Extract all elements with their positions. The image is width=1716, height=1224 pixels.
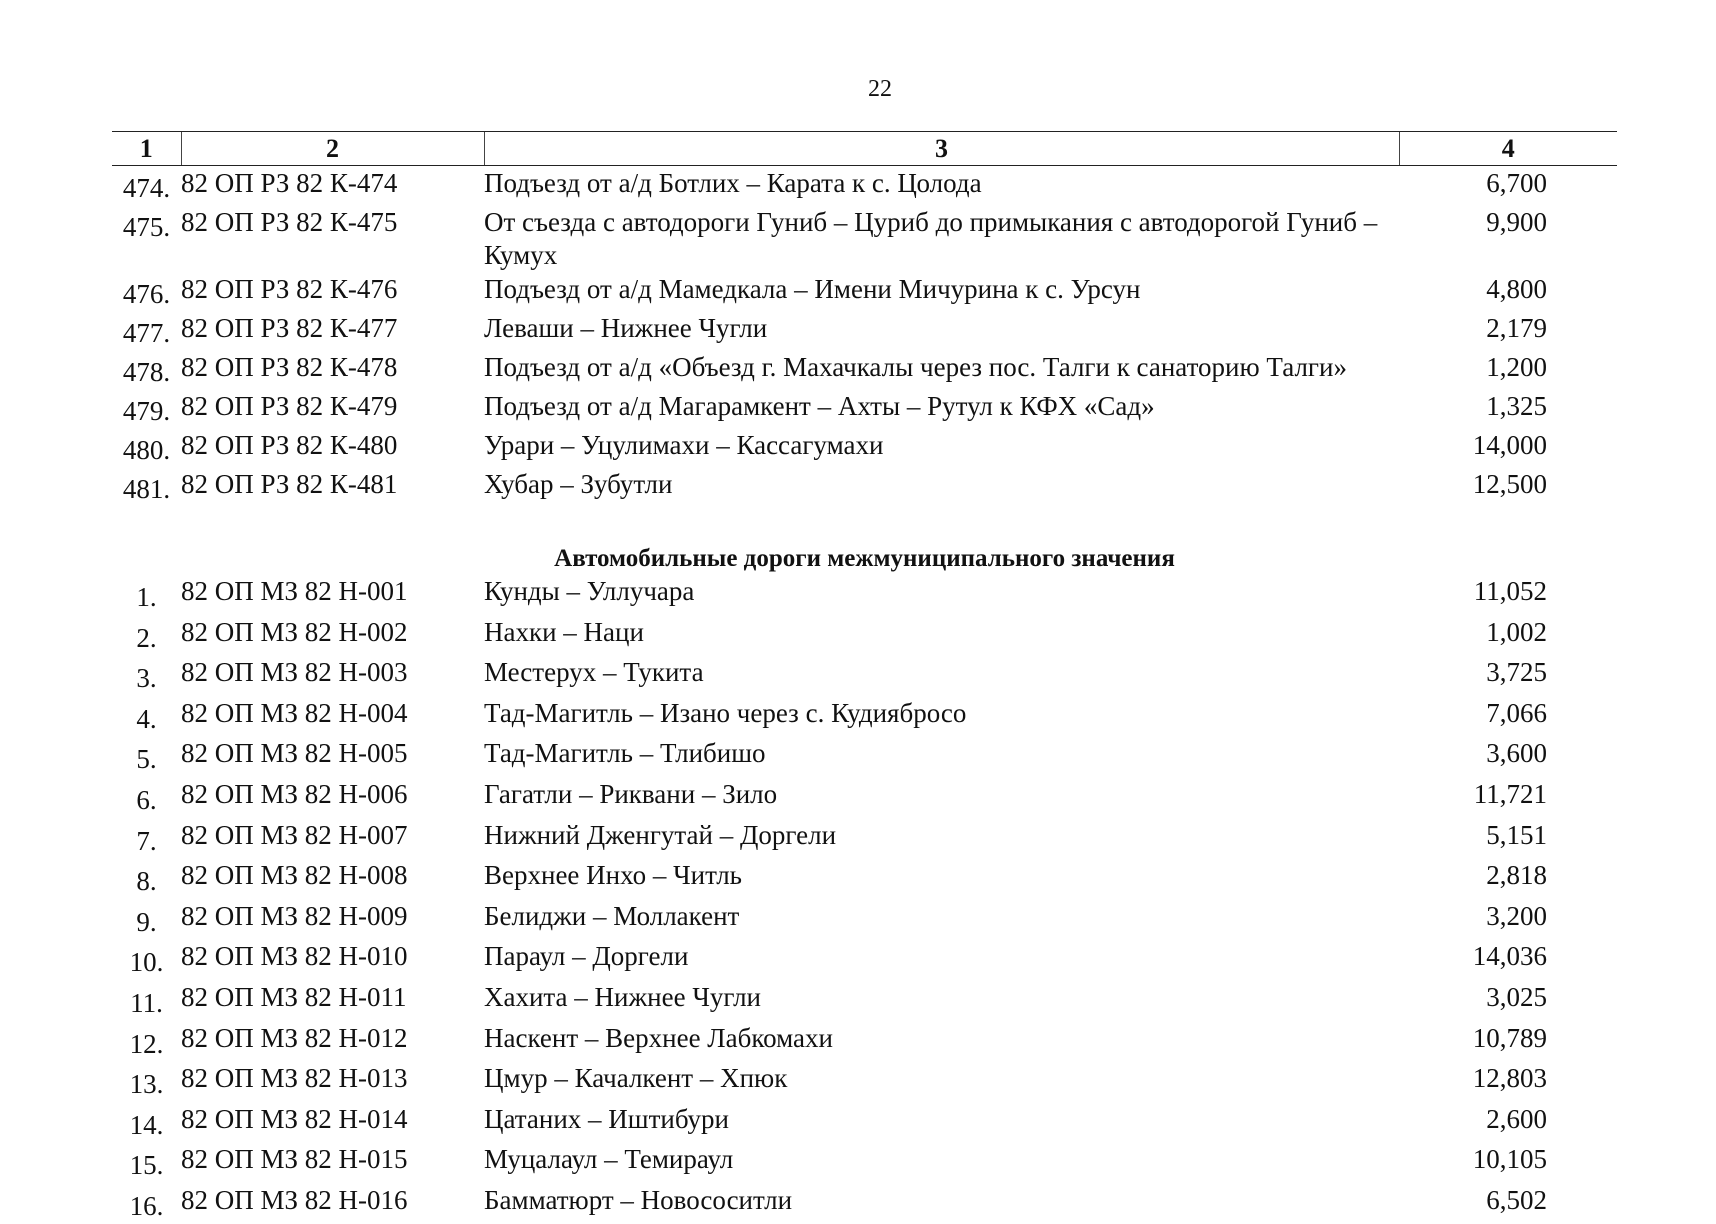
road-code: 82 ОП МЗ 82 Н-009: [181, 900, 408, 931]
row-number: 8.: [136, 866, 157, 897]
column-header-2: 2: [181, 132, 484, 166]
row-number: 12.: [129, 1028, 164, 1059]
road-length: 12,803: [1472, 1063, 1547, 1094]
row-number: 5.: [136, 744, 157, 775]
road-code: 82 ОП РЗ 82 К-478: [181, 352, 398, 382]
road-code: 82 ОП МЗ 82 Н-001: [181, 576, 408, 606]
road-length: 2,818: [1486, 860, 1547, 891]
road-name: Кунды – Уллучара: [484, 576, 695, 606]
column-header-1: 1: [112, 132, 181, 166]
table-row: [112, 980, 1617, 1021]
row-number: 478.: [122, 357, 171, 387]
road-name: Цатаних – Иштибури: [484, 1103, 729, 1134]
row-number: 10.: [129, 947, 164, 978]
road-code: 82 ОП МЗ 82 Н-014: [181, 1103, 408, 1134]
road-name: Подъезд от а/д Ботлих – Карата к с. Цолода: [484, 168, 982, 198]
road-code: 82 ОП РЗ 82 К-477: [181, 313, 398, 343]
row-number: 4.: [136, 703, 157, 734]
road-name: Бамматюрт – Новососитли: [484, 1184, 793, 1215]
road-code: 82 ОП РЗ 82 К-474: [181, 168, 398, 198]
table-row: [112, 1142, 1617, 1183]
table-row: [112, 272, 1617, 311]
road-name: Нижний Дженгутай – Доргели: [484, 819, 837, 850]
table-row: [112, 350, 1617, 389]
column-header-4: 4: [1399, 132, 1617, 166]
road-code: 82 ОП МЗ 82 Н-008: [181, 860, 408, 891]
road-code: 82 ОП МЗ 82 Н-010: [181, 941, 408, 972]
road-name: От съезда с автодороги Гуниб – Цуриб до примыкания с автодорогой Гуниб – Кумух: [484, 207, 1378, 270]
road-name: Наскент – Верхнее Лабкомахи: [484, 1022, 833, 1053]
table-row: [112, 858, 1617, 899]
road-code: 82 ОП МЗ 82 Н-011: [181, 981, 407, 1012]
table-row: [112, 777, 1617, 818]
table-row: [112, 615, 1617, 656]
road-code: 82 ОП МЗ 82 Н-005: [181, 738, 408, 769]
road-code: 82 ОП МЗ 82 Н-004: [181, 697, 408, 728]
column-header-3: 3: [484, 132, 1399, 166]
road-name: Верхнее Инхо – Читль: [484, 860, 742, 891]
road-length: 7,066: [1486, 697, 1547, 728]
road-name: Гагатли – Риквани – Зило: [484, 778, 778, 809]
row-number: 13.: [129, 1069, 164, 1100]
road-length: 2,600: [1486, 1103, 1547, 1134]
table-row: [112, 1061, 1617, 1102]
table-row: [112, 939, 1617, 980]
road-name: Хубар – Зубутли: [484, 469, 673, 499]
row-number: 479.: [122, 396, 171, 426]
road-length: 1,200: [1486, 352, 1547, 382]
table-row: [112, 1102, 1617, 1143]
road-length: 6,700: [1486, 168, 1547, 198]
row-number: 7.: [136, 825, 157, 856]
table-row: [112, 389, 1617, 428]
road-length: 3,200: [1486, 900, 1547, 931]
road-code: 82 ОП МЗ 82 Н-016: [181, 1184, 408, 1215]
table-row: [112, 1021, 1617, 1062]
road-name: Подъезд от а/д Мамедкала – Имени Мичурина к с. Урсун: [484, 274, 1141, 304]
roads-table: [112, 131, 1617, 1224]
road-length: 12,500: [1472, 469, 1547, 499]
road-length: 11,052: [1473, 576, 1547, 606]
table-row: [112, 205, 1617, 272]
intermunicipal-roads-section: [112, 506, 1617, 1224]
road-code: 82 ОП РЗ 82 К-479: [181, 391, 398, 421]
table-row: [112, 899, 1617, 940]
row-number: 474.: [122, 173, 171, 203]
table-row: [112, 166, 1617, 206]
road-length: 3,725: [1486, 657, 1547, 688]
row-number: 476.: [122, 279, 171, 309]
table-row: [112, 574, 1617, 615]
road-name: Местерух – Тукита: [484, 657, 704, 688]
road-name: Подъезд от а/д «Объезд г. Махачкалы через пос. Талги к санаторию Талги»: [484, 352, 1347, 382]
row-number: 16.: [129, 1190, 164, 1221]
row-number: 2.: [136, 622, 157, 653]
row-number: 14.: [129, 1109, 164, 1140]
section-title: Автомобильные дороги межмуниципального значения: [554, 545, 1175, 572]
road-length: 14,000: [1472, 430, 1547, 460]
section-title-row: [112, 506, 1617, 574]
road-length: 6,502: [1486, 1184, 1547, 1215]
row-number: 480.: [122, 435, 171, 465]
road-name: Подъезд от а/д Магарамкент – Ахты – Рутул к КФХ «Сад»: [484, 391, 1155, 421]
road-code: 82 ОП МЗ 82 Н-003: [181, 657, 408, 688]
road-code: 82 ОП РЗ 82 К-475: [181, 207, 398, 237]
road-code: 82 ОП МЗ 82 Н-012: [181, 1022, 408, 1053]
table-row: [112, 736, 1617, 777]
road-name: Тад-Магитль – Тлибишо: [484, 738, 766, 769]
road-name: Тад-Магитль – Изано через с. Кудиябросо: [484, 697, 967, 728]
road-code: 82 ОП МЗ 82 Н-007: [181, 819, 408, 850]
road-name: Цмур – Качалкент – Хпюк: [484, 1063, 788, 1094]
road-length: 3,600: [1486, 738, 1547, 769]
road-name: Урари – Уцулимахи – Кассагумахи: [484, 430, 884, 460]
row-number: 475.: [122, 212, 171, 242]
table-row: [112, 655, 1617, 696]
road-code: 82 ОП МЗ 82 Н-006: [181, 778, 408, 809]
road-name: Нахки – Наци: [484, 616, 644, 647]
row-number: 15.: [129, 1150, 164, 1181]
road-code: 82 ОП МЗ 82 Н-002: [181, 616, 408, 647]
road-length: 10,789: [1472, 1022, 1547, 1053]
row-number: 481.: [122, 474, 171, 504]
row-number: 9.: [136, 906, 157, 937]
road-code: 82 ОП РЗ 82 К-481: [181, 469, 398, 499]
road-length: 10,105: [1472, 1144, 1547, 1175]
table-row: [112, 1183, 1617, 1224]
table-row: [112, 818, 1617, 859]
regional-roads-section: [112, 166, 1617, 507]
row-number: 11.: [130, 987, 163, 1018]
road-length: 1,325: [1486, 391, 1547, 421]
road-length: 11,721: [1473, 778, 1547, 809]
row-number: 6.: [136, 784, 157, 815]
road-name: Муцалаул – Темираул: [484, 1144, 734, 1175]
page-number: 22: [868, 76, 892, 102]
road-length: 5,151: [1486, 819, 1547, 850]
road-length: 3,025: [1486, 981, 1547, 1012]
road-name: Белиджи – Моллакент: [484, 900, 740, 931]
road-code: 82 ОП МЗ 82 Н-013: [181, 1063, 408, 1094]
road-length: 4,800: [1486, 274, 1547, 304]
row-number: 3.: [136, 663, 157, 694]
road-name: Параул – Доргели: [484, 941, 689, 972]
road-length: 1,002: [1486, 616, 1547, 647]
row-number: 477.: [122, 318, 171, 348]
road-code: 82 ОП РЗ 82 К-480: [181, 430, 398, 460]
road-length: 14,036: [1472, 941, 1547, 972]
row-number: 1.: [136, 582, 157, 612]
table-header: [112, 132, 1617, 166]
road-code: 82 ОП МЗ 82 Н-015: [181, 1144, 408, 1175]
table-row: [112, 467, 1617, 506]
table-row: [112, 311, 1617, 350]
road-length: 2,179: [1486, 313, 1547, 343]
road-code: 82 ОП РЗ 82 К-476: [181, 274, 398, 304]
table-row: [112, 428, 1617, 467]
road-name: Леваши – Нижнее Чугли: [484, 313, 768, 343]
road-name: Хахита – Нижнее Чугли: [484, 981, 761, 1012]
table-row: [112, 696, 1617, 737]
road-length: 9,900: [1486, 207, 1547, 237]
